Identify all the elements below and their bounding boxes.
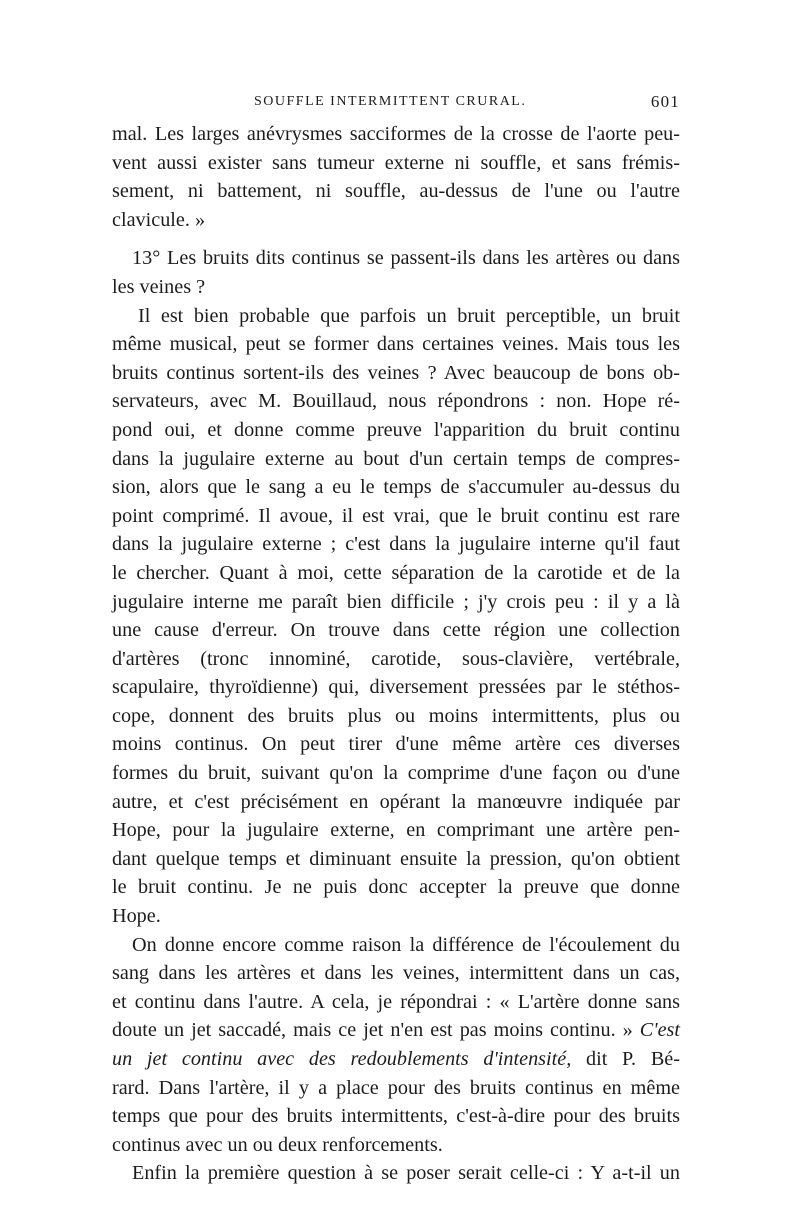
text-line: le chercher. Quant à moi, cette séparation de la carotide et de la bbox=[112, 561, 680, 584]
text-line: d'artères (tronc innominé, carotide, sous-clavière, vertébrale, bbox=[112, 647, 680, 670]
text-line: le bruit continu. Je ne puis donc accepter la preuve que donne bbox=[112, 876, 680, 899]
book-page bbox=[112, 92, 680, 1188]
text-line bbox=[112, 1016, 680, 1045]
text-line: même musical, peut se former dans certaines veines. Mais tous les bbox=[112, 333, 680, 356]
text-line: bruits continus sortent-ils des veines ? Avec beaucoup de bons ob- bbox=[112, 361, 680, 384]
text-line: une cause d'erreur. On trouve dans cette région une collection bbox=[112, 619, 680, 642]
text-line: jugulaire interne me paraît bien difficile ; j'y crois peu : il y a là bbox=[112, 590, 680, 613]
text-line: mal. Les larges anévrysmes sacciformes de la crosse de l'aorte peu- bbox=[112, 123, 680, 145]
text-line: continus avec un ou deux renforcements. bbox=[112, 1133, 443, 1156]
text-segment: dit P. Bé- bbox=[586, 1048, 680, 1070]
text-line: autre, et c'est précisément en opérant la manœuvre indiquée par bbox=[112, 790, 680, 813]
text-line: clavicule. » bbox=[112, 208, 206, 231]
text-line bbox=[112, 1045, 680, 1074]
text-line: sion, alors que le sang a eu le temps de s'accumuler au-dessus du bbox=[112, 476, 680, 499]
text-line: formes du bruit, suivant qu'on la comprime d'une façon ou d'une bbox=[112, 762, 680, 785]
italic-segment: C'est bbox=[639, 1019, 680, 1042]
text-line: Hope, pour la jugulaire externe, en comprimant une artère pen- bbox=[112, 819, 680, 842]
italic-segment: un jet continu avec des redoublements d'intensité, bbox=[112, 1048, 572, 1070]
page-number: 601 bbox=[650, 92, 680, 111]
text-line: et continu dans l'autre. A cela, je répondrai : « L'artère donne sans bbox=[112, 990, 680, 1013]
paragraph-gap bbox=[112, 234, 680, 244]
text-line: Hope. bbox=[112, 905, 161, 928]
text-line: dant quelque temps et diminuant ensuite la pression, qu'on obtient bbox=[112, 847, 680, 870]
text-line: Il est bien probable que parfois un bruit perceptible, un bruit bbox=[138, 304, 680, 327]
body-text bbox=[112, 120, 680, 1188]
text-line: temps que pour des bruits intermittents, c'est-à-dire pour des bruits bbox=[112, 1105, 680, 1128]
text-line: sang dans les artères et dans les veines, intermittent dans un cas, bbox=[112, 962, 680, 985]
text-line: les veines ? bbox=[112, 275, 206, 298]
text-line: dans la jugulaire externe au bout d'un certain temps de compres- bbox=[112, 447, 680, 470]
text-line: rard. Dans l'artère, il y a place pour des bruits continus en même bbox=[112, 1076, 680, 1099]
running-title: SOUFFLE INTERMITTENT CRURAL. bbox=[254, 94, 527, 109]
text-line: 13° Les bruits dits continus se passent-ils dans les artères ou dans bbox=[132, 247, 680, 270]
text-line: servateurs, avec M. Bouillaud, nous répondrons : non. Hope ré- bbox=[112, 390, 680, 413]
text-line: point comprimé. Il avoue, il est vrai, que le bruit continu est rare bbox=[112, 504, 680, 527]
text-line: sement, ni battement, ni souffle, au-dessus de l'une ou l'autre bbox=[112, 180, 680, 203]
text-line: cope, donnent des bruits plus ou moins intermittents, plus ou bbox=[112, 704, 680, 727]
running-head bbox=[112, 92, 680, 118]
text-segment: doute un jet saccadé, mais ce jet n'en est pas moins continu. » bbox=[112, 1019, 633, 1042]
text-line: dans la jugulaire externe ; c'est dans la jugulaire interne qu'il faut bbox=[112, 533, 680, 556]
text-line: pond oui, et donne comme preuve l'apparition du bruit continu bbox=[112, 418, 680, 441]
text-line: moins continus. On peut tirer d'une même artère ces diverses bbox=[112, 733, 680, 756]
text-line: scapulaire, thyroïdienne) qui, diversement pressées par le stéthos- bbox=[112, 676, 680, 699]
text-line: Enfin la première question à se poser serait celle-ci : Y a-t-il un bbox=[132, 1162, 680, 1185]
text-line: vent aussi exister sans tumeur externe ni souffle, et sans frémis- bbox=[112, 151, 680, 174]
text-line: On donne encore comme raison la différence de l'écoulement du bbox=[132, 933, 680, 956]
